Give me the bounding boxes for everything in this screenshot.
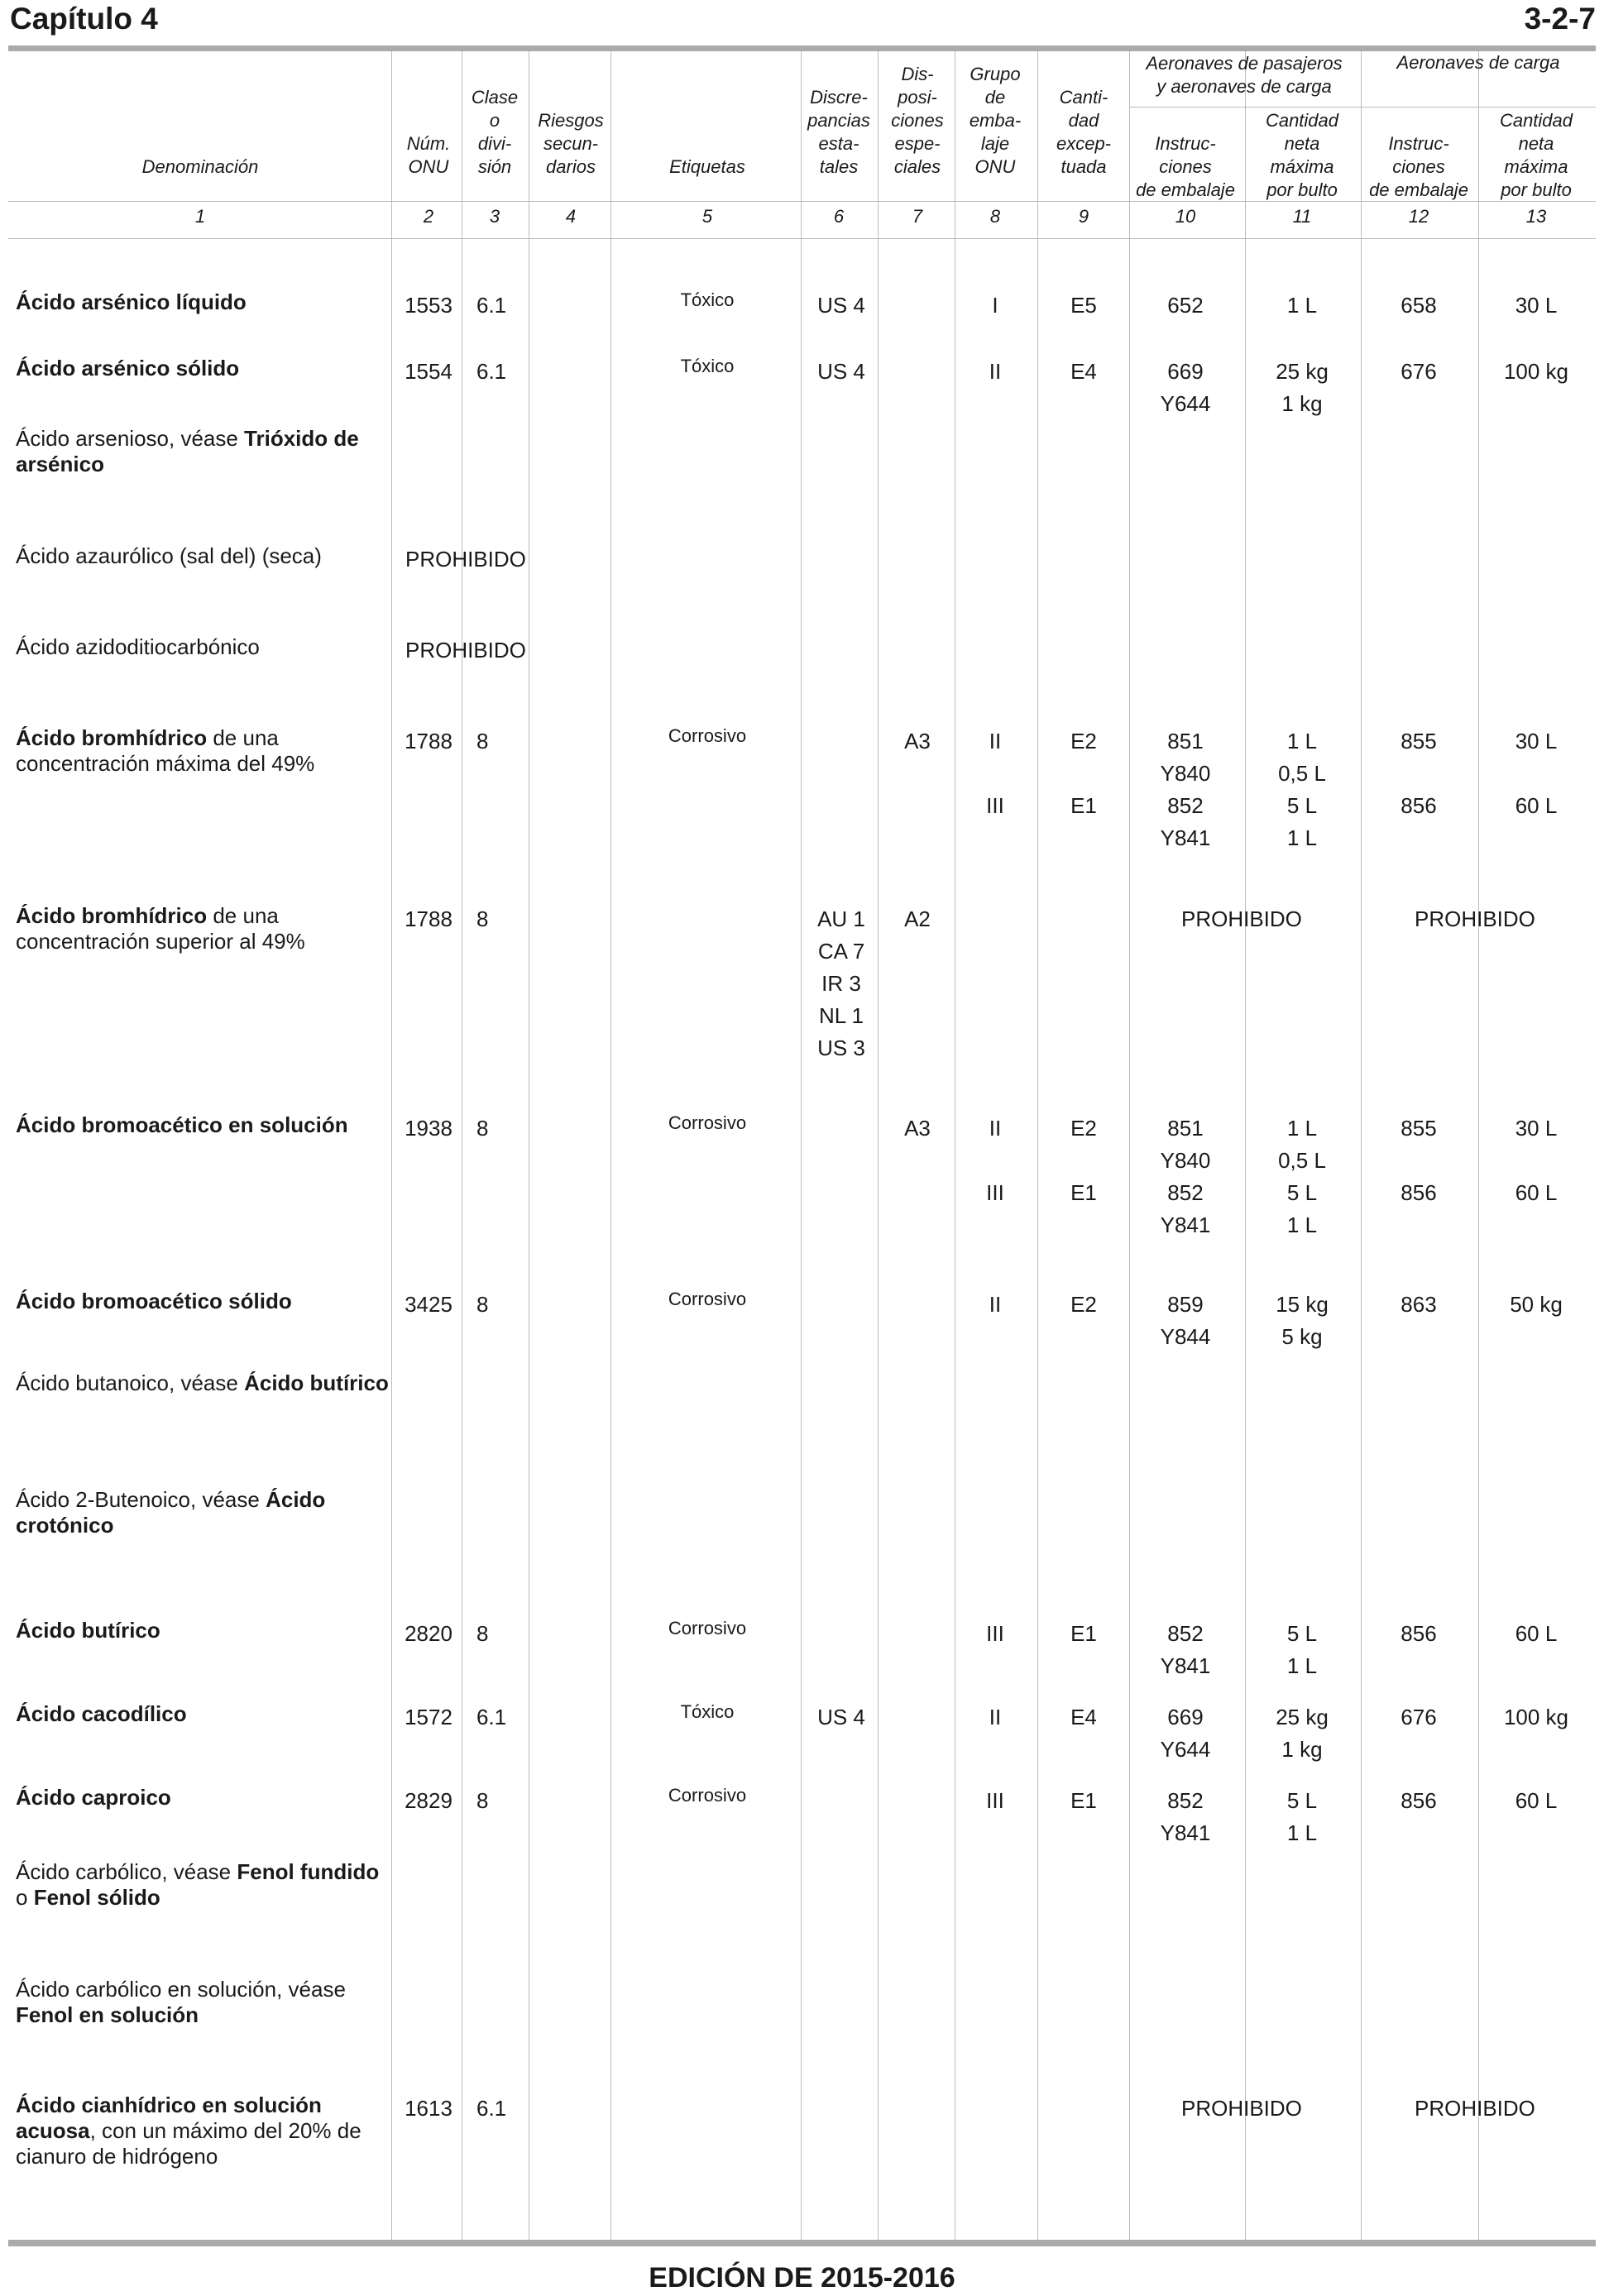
col-un-header-line: Núm. — [406, 133, 451, 154]
pax-max-quantity: 1 L — [1286, 1820, 1318, 1845]
column-number: 3 — [489, 206, 500, 227]
col-class-header-line: Clase — [471, 87, 519, 108]
label: Tóxico — [680, 289, 735, 310]
pax-pi-header-line: de embalaje — [1136, 179, 1235, 200]
pax-packing-instruction: 859 — [1167, 1292, 1204, 1317]
col-name-header-line: Denominación — [141, 156, 259, 177]
col-un-header-line: ONU — [408, 156, 449, 177]
col-exc-header-line: excep- — [1056, 133, 1112, 154]
pax-max-quantity: 5 L — [1286, 1180, 1318, 1205]
col-special-header — [876, 63, 959, 179]
pax-prohibited-note: PROHIBIDO — [1181, 906, 1302, 931]
pax-max-quantity: 5 L — [1286, 793, 1318, 818]
label: Tóxico — [680, 356, 735, 376]
pax-max-quantity: 1 L — [1286, 729, 1318, 753]
packing-group: II — [989, 359, 1002, 384]
excepted-quantity: E2 — [1070, 1292, 1097, 1317]
col-subrisk-header-line: secun- — [543, 133, 599, 154]
substance-name-text: Ácido carbólico en solución, véase — [16, 1977, 346, 2002]
state-variation: US 4 — [817, 1705, 865, 1729]
pax-packing-instruction: 669 — [1167, 1705, 1204, 1729]
substance-name-bold: Ácido bromoacético en solución — [16, 1112, 348, 1137]
substance-name-bold: Trióxido de arsénico — [16, 426, 359, 476]
pax-qty-header-line: por bulto — [1266, 179, 1338, 200]
substance-name-bold: Ácido butírico — [244, 1370, 389, 1395]
cargo-max-quantity: 100 kg — [1503, 1705, 1569, 1729]
pax-qty-header-line: neta — [1284, 133, 1320, 154]
column-number: 1 — [194, 206, 206, 227]
substance-name-bold: Ácido bromhídrico — [16, 903, 208, 928]
pax-packing-instruction: Y841 — [1160, 825, 1211, 850]
substance-name — [16, 634, 392, 660]
column-divider — [610, 51, 611, 2240]
state-variation: US 4 — [817, 293, 865, 318]
pax-max-quantity: 1 L — [1286, 825, 1318, 850]
edition-footer: EDICIÓN DE 2015-2016 — [649, 2262, 955, 2294]
pax-max-quantity: 1 L — [1286, 1213, 1318, 1237]
packing-group: II — [989, 1705, 1002, 1729]
col-special-header-line: Dis- — [901, 64, 934, 84]
col-pg-header-line: Grupo — [970, 64, 1021, 84]
pax-pi-header-line: Instruc- — [1155, 133, 1216, 154]
col-special-header-line: espe- — [894, 133, 941, 154]
packing-group: III — [986, 1621, 1004, 1646]
chapter-title: Capítulo 4 — [10, 2, 158, 36]
state-variation: US 4 — [817, 359, 865, 384]
pax-group-header-line: Aeronaves de pasajeros — [1146, 53, 1343, 74]
pax-packing-instruction: 851 — [1167, 729, 1204, 753]
col-state-header-line: tales — [819, 156, 859, 177]
pax-max-quantity: 0,5 L — [1278, 761, 1326, 786]
pax-group-header — [1128, 52, 1360, 98]
pax-max-quantity: 1 L — [1286, 293, 1318, 318]
cargo-qty-header-line: por bulto — [1501, 179, 1572, 200]
col-exc-header-line: tuada — [1061, 156, 1107, 177]
col-un-header — [395, 132, 462, 179]
page-number: 3-2-7 — [1524, 2, 1596, 36]
cargo-pi-header-line: ciones — [1392, 156, 1445, 177]
cargo-group-header-line: Aeronaves de carga — [1396, 52, 1560, 73]
pax-max-quantity: 0,5 L — [1278, 1148, 1326, 1173]
cargo-packing-instruction: 856 — [1401, 1621, 1437, 1646]
prohibited-note: PROHIBIDO — [405, 638, 526, 662]
state-variation: CA 7 — [817, 939, 865, 964]
column-divider — [1037, 51, 1038, 2240]
cargo-max-quantity: 60 L — [1515, 1621, 1558, 1646]
col-exc-header-line: Canti- — [1059, 87, 1108, 108]
column-number: 10 — [1175, 206, 1196, 227]
special-provision: A3 — [904, 729, 931, 753]
cargo-packing-instruction: 863 — [1401, 1292, 1437, 1317]
cargo-packing-instruction: 676 — [1401, 359, 1437, 384]
substance-name — [16, 1785, 392, 1810]
pax-pi-header — [1128, 132, 1243, 202]
un-number: 1938 — [405, 1116, 452, 1141]
col-name-header — [35, 155, 366, 179]
excepted-quantity: E4 — [1070, 1705, 1097, 1729]
class-division: 8 — [476, 1788, 489, 1813]
substance-name-bold: Fenol en solución — [16, 2002, 199, 2027]
substance-name-text: Ácido butanoico, véase — [16, 1370, 245, 1395]
substance-name — [16, 543, 392, 569]
col-class-header — [462, 86, 528, 179]
un-number: 1572 — [405, 1705, 452, 1729]
col-subrisk-header-line: darios — [546, 156, 596, 177]
substance-name — [16, 1289, 392, 1314]
top-rule — [8, 45, 1596, 51]
packing-group: III — [986, 1180, 1004, 1205]
pax-max-quantity: 25 kg — [1276, 359, 1329, 384]
substance-name — [16, 903, 392, 954]
packing-group: I — [992, 293, 998, 318]
column-divider — [1478, 51, 1479, 2240]
substance-name-bold: Ácido cianhídrico en solución acuosa — [16, 2093, 322, 2143]
column-number: 7 — [912, 206, 923, 227]
col-special-header-line: ciones — [891, 110, 944, 131]
column-number: 12 — [1408, 206, 1429, 227]
substance-name-text: de una concentración máxima del 49% — [16, 725, 315, 776]
col-pg-header-line: ONU — [974, 156, 1016, 177]
excepted-quantity: E2 — [1070, 1116, 1097, 1141]
col-exc-header-line: dad — [1068, 110, 1099, 131]
col-subrisk-header-line: Riesgos — [538, 110, 604, 131]
col-state-header-line: pancias — [807, 110, 870, 131]
un-number: 2829 — [405, 1788, 452, 1813]
pax-qty-header — [1244, 109, 1360, 202]
cargo-packing-instruction: 856 — [1401, 1180, 1437, 1205]
pax-qty-header-line: Cantidad — [1265, 110, 1339, 131]
col-exc-header — [1042, 86, 1125, 179]
cargo-qty-header-line: máxima — [1504, 156, 1568, 177]
special-provision: A2 — [904, 906, 931, 931]
label: Corrosivo — [668, 1289, 747, 1309]
pax-prohibited-note: PROHIBIDO — [1181, 2096, 1302, 2121]
cargo-max-quantity: 30 L — [1515, 293, 1558, 318]
substance-name — [16, 2093, 392, 2169]
pax-packing-instruction: 852 — [1167, 1621, 1204, 1646]
substance-name-bold: Fenol fundido — [237, 1859, 380, 1884]
cargo-max-quantity: 60 L — [1515, 1180, 1558, 1205]
col-state-header-line: esta- — [818, 133, 859, 154]
pax-max-quantity: 5 L — [1286, 1788, 1318, 1813]
excepted-quantity: E1 — [1070, 1621, 1097, 1646]
substance-name-bold: Ácido bromoacético sólido — [16, 1289, 292, 1313]
substance-name-text: Ácido azaurólico (sal del) (seca) — [16, 543, 322, 568]
cargo-packing-instruction: 658 — [1401, 293, 1437, 318]
class-division: 8 — [476, 1621, 489, 1646]
class-division: 8 — [476, 1116, 489, 1141]
substance-name-bold: Ácido arsénico líquido — [16, 289, 247, 314]
cargo-max-quantity: 30 L — [1515, 729, 1558, 753]
substance-name-text: o — [16, 1885, 34, 1910]
packing-group: III — [986, 793, 1004, 818]
substance-name-bold: Ácido arsénico sólido — [16, 356, 240, 380]
class-division: 6.1 — [476, 293, 507, 318]
substance-name-bold: Ácido bromhídrico — [16, 725, 208, 750]
pax-max-quantity: 5 kg — [1281, 1324, 1323, 1349]
pax-max-quantity: 1 L — [1286, 1116, 1318, 1141]
cargo-prohibited-note: PROHIBIDO — [1415, 906, 1535, 931]
col-labels-header — [625, 155, 790, 179]
col-class-header-line: divi- — [477, 133, 512, 154]
pax-max-quantity: 5 L — [1286, 1621, 1318, 1646]
substance-name-text: Ácido carbólico, véase — [16, 1859, 237, 1884]
bottom-rule — [8, 2240, 1596, 2246]
substance-name — [16, 1618, 392, 1643]
pax-max-quantity: 25 kg — [1276, 1705, 1329, 1729]
un-number: 1788 — [405, 729, 452, 753]
col-pg-header — [954, 63, 1037, 179]
substance-name — [16, 289, 392, 315]
cargo-max-quantity: 60 L — [1515, 793, 1558, 818]
packing-group: II — [989, 1116, 1002, 1141]
packing-group: II — [989, 729, 1002, 753]
substance-name-bold: Ácido butírico — [16, 1618, 160, 1643]
label: Corrosivo — [668, 725, 747, 746]
packing-group: II — [989, 1292, 1002, 1317]
substance-name-text: Ácido 2-Butenoico, véase — [16, 1487, 266, 1512]
class-division: 8 — [476, 906, 489, 931]
un-number: 3425 — [405, 1292, 452, 1317]
cargo-qty-header-line: Cantidad — [1499, 110, 1573, 131]
pax-packing-instruction: 852 — [1167, 793, 1204, 818]
column-divider — [1361, 51, 1362, 2240]
col-class-header-line: sión — [477, 156, 512, 177]
pax-group-header-line: y aeronaves de carga — [1156, 76, 1332, 97]
cargo-packing-instruction: 855 — [1401, 1116, 1437, 1141]
column-number: 6 — [833, 206, 845, 227]
excepted-quantity: E4 — [1070, 359, 1097, 384]
substance-name — [16, 725, 392, 777]
number-row-line — [8, 238, 1596, 239]
substance-name-text: , con un máximo del 20% de cianuro de hidrógeno — [16, 2118, 361, 2169]
col-special-header-line: posi- — [898, 87, 937, 108]
pax-packing-instruction: 852 — [1167, 1788, 1204, 1813]
col-state-header — [797, 86, 880, 179]
col-subrisk-header — [529, 109, 612, 179]
substance-name — [16, 426, 392, 477]
cargo-group-header — [1362, 51, 1594, 74]
state-variation: NL 1 — [819, 1003, 864, 1028]
col-pg-header-line: de — [984, 87, 1006, 108]
state-variation: US 3 — [817, 1036, 865, 1060]
prohibited-note: PROHIBIDO — [405, 547, 526, 572]
pax-packing-instruction: Y840 — [1160, 761, 1211, 786]
excepted-quantity: E1 — [1070, 793, 1097, 818]
column-number: 2 — [423, 206, 434, 227]
pax-max-quantity: 1 kg — [1281, 391, 1323, 416]
column-number: 5 — [701, 206, 713, 227]
label: Corrosivo — [668, 1618, 747, 1638]
col-special-header-line: ciales — [893, 156, 941, 177]
substance-name-bold: Fenol sólido — [33, 1885, 160, 1910]
state-variation: AU 1 — [817, 906, 865, 931]
substance-name — [16, 1859, 392, 1911]
pax-packing-instruction: 652 — [1167, 293, 1204, 318]
cargo-packing-instruction: 856 — [1401, 793, 1437, 818]
cargo-max-quantity: 60 L — [1515, 1788, 1558, 1813]
column-number: 8 — [989, 206, 1001, 227]
col-class-header-line: o — [489, 110, 500, 131]
col-labels-header-line: Etiquetas — [669, 156, 745, 177]
pax-packing-instruction: Y844 — [1160, 1324, 1211, 1349]
excepted-quantity: E5 — [1070, 293, 1097, 318]
un-number: 2820 — [405, 1621, 452, 1646]
pax-qty-header-line: máxima — [1270, 156, 1334, 177]
cargo-qty-header-line: neta — [1518, 133, 1554, 154]
pax-packing-instruction: 669 — [1167, 359, 1204, 384]
cargo-pi-header-line: Instruc- — [1388, 133, 1449, 154]
pax-packing-instruction: 851 — [1167, 1116, 1204, 1141]
state-variation: IR 3 — [821, 971, 861, 996]
pax-packing-instruction: Y644 — [1160, 391, 1211, 416]
col-pg-header-line: laje — [980, 133, 1010, 154]
excepted-quantity: E1 — [1070, 1788, 1097, 1813]
cargo-pi-header — [1361, 132, 1477, 202]
pax-packing-instruction: Y840 — [1160, 1148, 1211, 1173]
substance-name — [16, 356, 392, 381]
pax-packing-instruction: Y841 — [1160, 1213, 1211, 1237]
substance-name — [16, 1701, 392, 1727]
excepted-quantity: E2 — [1070, 729, 1097, 753]
col-state-header-line: Discre- — [810, 87, 868, 108]
label: Tóxico — [680, 1701, 735, 1722]
substance-name-bold: Ácido crotónico — [16, 1487, 326, 1538]
substance-name-text: Ácido arsenioso, véase — [16, 426, 245, 451]
pax-packing-instruction: Y644 — [1160, 1737, 1211, 1762]
un-number: 1613 — [405, 2096, 452, 2121]
un-number: 1553 — [405, 293, 452, 318]
packing-group: III — [986, 1788, 1004, 1813]
pax-max-quantity: 15 kg — [1276, 1292, 1329, 1317]
substance-name-bold: Ácido caproico — [16, 1785, 171, 1810]
class-division: 8 — [476, 729, 489, 753]
label: Corrosivo — [668, 1112, 747, 1133]
substance-name-bold: Ácido cacodílico — [16, 1701, 187, 1726]
label: Corrosivo — [668, 1785, 747, 1806]
cargo-pi-header-line: de embalaje — [1369, 179, 1468, 200]
cargo-packing-instruction: 676 — [1401, 1705, 1437, 1729]
cargo-qty-header — [1478, 109, 1594, 202]
substance-name-text: de una concentración superior al 49% — [16, 903, 305, 954]
column-divider — [1245, 51, 1246, 2240]
column-number: 11 — [1292, 206, 1312, 227]
pax-packing-instruction: Y841 — [1160, 1653, 1211, 1678]
cargo-max-quantity: 100 kg — [1503, 359, 1569, 384]
special-provision: A3 — [904, 1116, 931, 1141]
substance-name — [16, 1487, 392, 1538]
substance-name — [16, 1977, 392, 2028]
class-division: 6.1 — [476, 2096, 507, 2121]
cargo-max-quantity: 30 L — [1515, 1116, 1558, 1141]
cargo-prohibited-note: PROHIBIDO — [1415, 2096, 1535, 2121]
pax-max-quantity: 1 L — [1286, 1653, 1318, 1678]
excepted-quantity: E1 — [1070, 1180, 1097, 1205]
column-number: 9 — [1078, 206, 1089, 227]
substance-name-text: Ácido azidoditiocarbónico — [16, 634, 260, 659]
substance-name — [16, 1112, 392, 1138]
class-division: 6.1 — [476, 359, 507, 384]
cargo-max-quantity: 50 kg — [1510, 1292, 1563, 1317]
column-divider — [1129, 51, 1130, 2240]
pax-pi-header-line: ciones — [1159, 156, 1212, 177]
header-split-line — [1129, 107, 1596, 108]
un-number: 1554 — [405, 359, 452, 384]
cargo-packing-instruction: 856 — [1401, 1788, 1437, 1813]
pax-packing-instruction: 852 — [1167, 1180, 1204, 1205]
column-number: 4 — [565, 206, 577, 227]
class-division: 8 — [476, 1292, 489, 1317]
cargo-packing-instruction: 855 — [1401, 729, 1437, 753]
class-division: 6.1 — [476, 1705, 507, 1729]
col-pg-header-line: emba- — [969, 110, 1022, 131]
substance-name — [16, 1370, 392, 1396]
un-number: 1788 — [405, 906, 452, 931]
column-number: 13 — [1525, 206, 1547, 227]
pax-packing-instruction: Y841 — [1160, 1820, 1211, 1845]
pax-max-quantity: 1 kg — [1281, 1737, 1323, 1762]
